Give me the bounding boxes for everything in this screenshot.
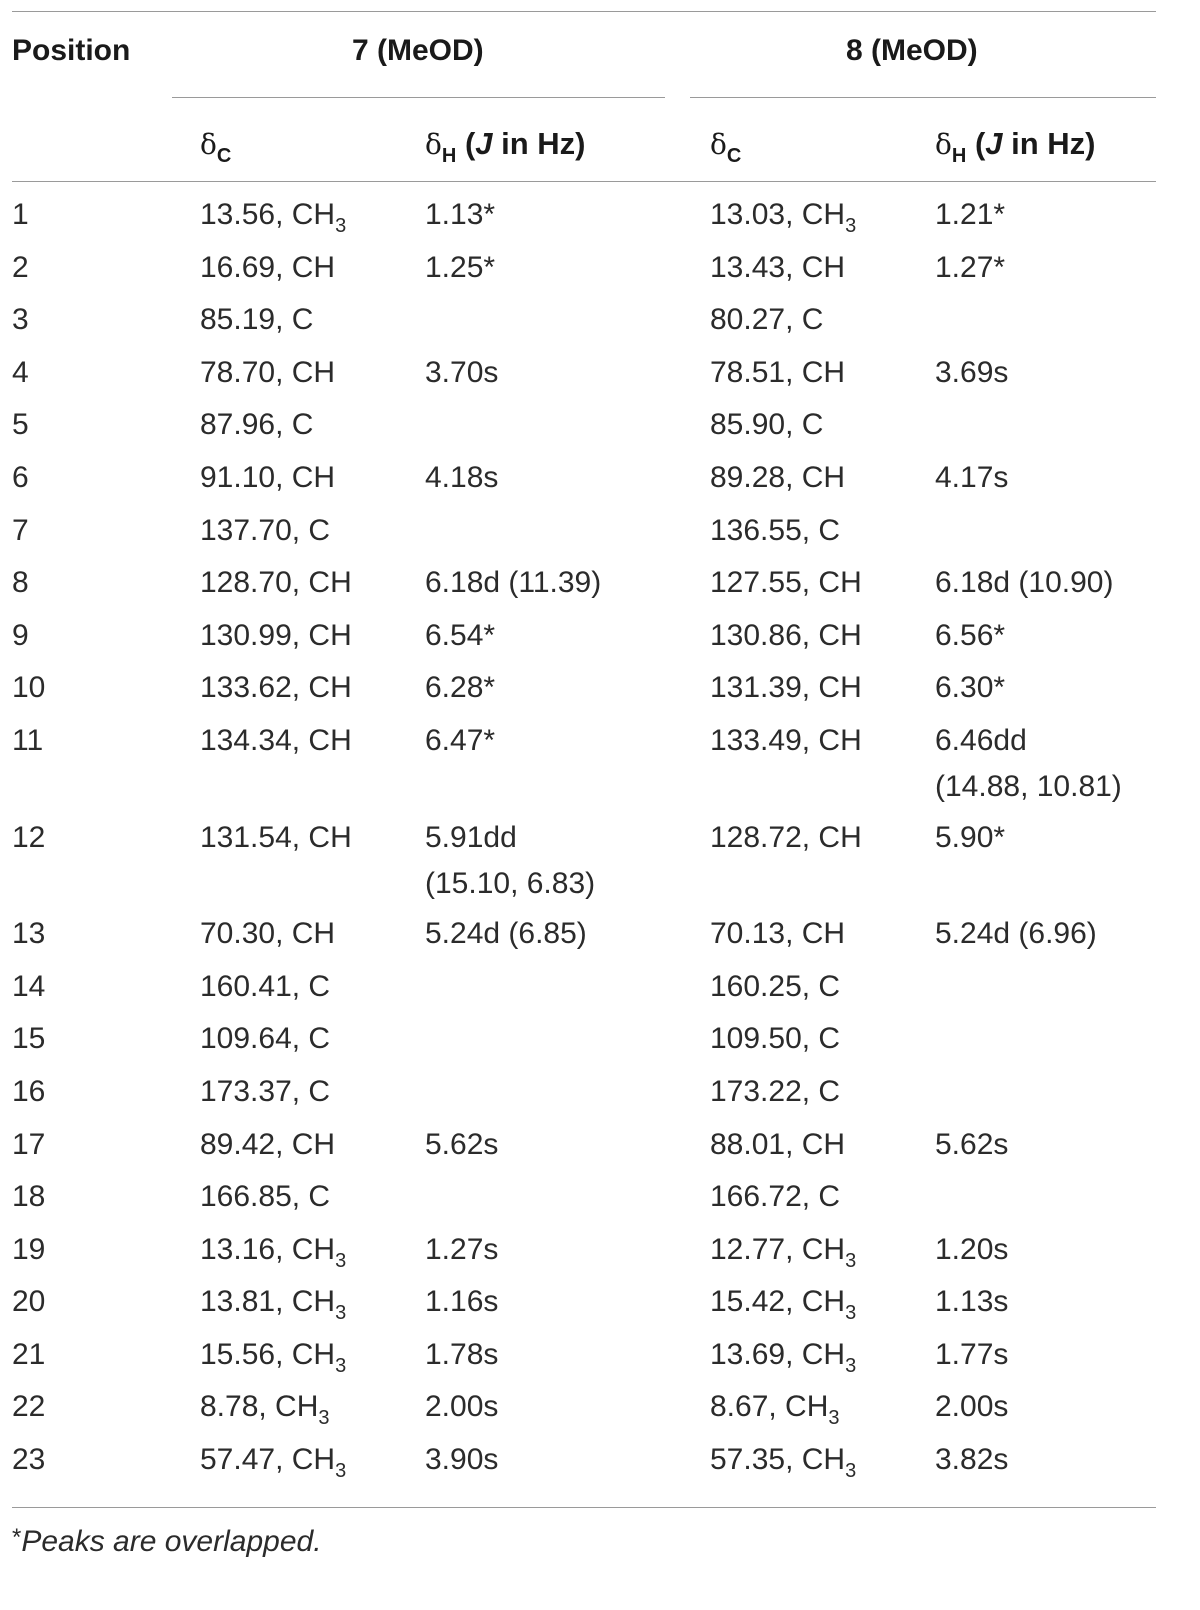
delta-c-7-cell-text: 130.99, CH xyxy=(200,618,352,652)
delta-c-8-cell-text: 133.49, CH xyxy=(710,723,862,757)
delta-h-8-cell xyxy=(935,350,1008,396)
position-cell xyxy=(12,911,45,957)
table-row xyxy=(0,192,1200,245)
delta-h-7-cell-text: 5.62s xyxy=(425,1127,499,1161)
delta-h-7-cell xyxy=(425,1122,498,1168)
delta-h-8-cell-text: 3.69s xyxy=(935,355,1009,389)
delta-c-8-cell-text: 88.01, CH xyxy=(710,1127,846,1161)
spanner-rule-7 xyxy=(172,97,665,98)
delta-c-7-cell xyxy=(200,1069,330,1115)
delta-c-7-cell xyxy=(200,508,330,554)
position-cell xyxy=(12,297,29,343)
delta-c-8-cell xyxy=(710,1174,840,1220)
delta-h-7-cell xyxy=(425,192,495,238)
paren-open: ( xyxy=(464,126,476,161)
delta-h-7-cell xyxy=(425,1227,498,1273)
delta-c-8-cell-text: 15.42, CH xyxy=(710,1285,846,1319)
delta-h-8-cell xyxy=(935,718,1122,810)
delta-h-8-cell-text: 1.20s xyxy=(935,1232,1009,1266)
delta-h-subscript: H xyxy=(951,145,967,167)
delta-h-8-cell-text: 6.18d (10.90) xyxy=(935,566,1114,600)
delta-h-7-cell-text: 3.70s xyxy=(425,355,499,389)
position-cell xyxy=(12,245,29,291)
delta-h-7-cell-line2: (15.10, 6.83) xyxy=(425,866,596,900)
delta-c-7-cell-text: 85.19, C xyxy=(200,303,314,337)
j-unit: in Hz) xyxy=(1002,126,1096,161)
position-cell-text: 2 xyxy=(12,250,29,284)
delta-h-8-cell xyxy=(935,560,1113,606)
delta-h-7-cell-text: 1.16s xyxy=(425,1285,499,1319)
delta-c-7-cell xyxy=(200,613,352,659)
delta-h-8-cell-text: 6.46dd xyxy=(935,723,1027,757)
table-row xyxy=(0,1332,1200,1385)
position-cell-text: 4 xyxy=(12,355,29,389)
delta-c-7-cell xyxy=(200,1332,346,1389)
delta-c-8-cell-text: 13.03, CH xyxy=(710,198,846,231)
position-cell xyxy=(12,508,29,554)
delta-h-7-cell xyxy=(425,455,498,501)
delta-symbol: δ xyxy=(935,128,952,161)
delta-c-7-cell-subscript: 3 xyxy=(335,215,347,237)
table-row xyxy=(0,508,1200,561)
delta-h-8-cell xyxy=(935,1122,1008,1168)
delta-c-7-cell-text: 160.41, C xyxy=(200,969,331,1003)
delta-c-7-cell-text: 133.62, CH xyxy=(200,671,352,705)
delta-h-8-cell xyxy=(935,1279,1008,1325)
delta-c-7-cell-text: 8.78, CH xyxy=(200,1390,319,1424)
delta-h-7-cell-text: 1.13* xyxy=(425,198,496,231)
delta-c-7-cell-text: 134.34, CH xyxy=(200,723,352,757)
position-cell-text: 16 xyxy=(12,1074,46,1108)
position-cell-text: 1 xyxy=(12,198,29,231)
delta-c-7-cell-text: 166.85, C xyxy=(200,1180,331,1214)
delta-c-7-cell-text: 13.56, CH xyxy=(200,198,336,231)
delta-h-8-cell xyxy=(935,455,1008,501)
delta-h-7-cell-text: 3.90s xyxy=(425,1443,499,1477)
delta-h-8-cell-text: 1.77s xyxy=(935,1337,1009,1371)
delta-c-8-cell xyxy=(710,911,845,957)
delta-h-8-cell xyxy=(935,1332,1008,1378)
position-cell xyxy=(12,1332,45,1378)
table-row xyxy=(0,245,1200,298)
delta-c-8-cell-text: 166.72, C xyxy=(710,1180,841,1214)
position-cell-text: 21 xyxy=(12,1337,46,1371)
subheader-delta-c-8 xyxy=(710,124,741,176)
delta-c-8-cell xyxy=(710,245,845,291)
delta-h-8-cell xyxy=(935,1437,1008,1483)
delta-c-8-cell-text: 130.86, CH xyxy=(710,618,862,652)
delta-c-8-cell xyxy=(710,1122,845,1168)
delta-c-7-cell xyxy=(200,911,335,957)
delta-c-8-cell-text: 80.27, C xyxy=(710,303,824,337)
delta-h-7-cell xyxy=(425,350,498,396)
delta-c-8-cell-text: 13.69, CH xyxy=(710,1337,846,1371)
delta-h-8-cell xyxy=(935,665,1005,711)
header-bottom-rule xyxy=(12,181,1156,182)
position-cell-text: 11 xyxy=(12,723,44,757)
table-row xyxy=(0,1279,1200,1332)
position-cell-text: 6 xyxy=(12,460,29,494)
table-row xyxy=(0,718,1200,815)
position-cell xyxy=(12,350,29,396)
delta-c-7-cell-text: 173.37, C xyxy=(200,1074,331,1108)
table-row xyxy=(0,1174,1200,1227)
delta-c-7-cell xyxy=(200,192,346,249)
position-cell xyxy=(12,560,29,606)
delta-h-8-cell xyxy=(935,192,1005,238)
delta-h-8-cell xyxy=(935,815,1005,861)
position-cell xyxy=(12,455,29,501)
delta-c-8-cell-text: 131.39, CH xyxy=(710,671,862,705)
position-cell-text: 5 xyxy=(12,408,29,442)
delta-c-7-cell-text: 13.81, CH xyxy=(200,1285,336,1319)
delta-c-8-cell xyxy=(710,350,845,396)
delta-h-8-cell xyxy=(935,911,1097,957)
delta-c-7-cell xyxy=(200,718,352,764)
delta-h-7-cell-text: 1.27s xyxy=(425,1232,499,1266)
delta-c-7-cell-subscript: 3 xyxy=(335,1354,347,1377)
position-cell-text: 19 xyxy=(12,1232,46,1266)
delta-h-7-cell-text: 4.18s xyxy=(425,460,499,494)
paren-open: ( xyxy=(974,126,986,161)
delta-h-8-cell-text: 6.30* xyxy=(935,671,1006,705)
delta-c-7-cell xyxy=(200,1122,335,1168)
delta-c-8-cell xyxy=(710,1437,856,1494)
position-cell xyxy=(12,1437,45,1483)
delta-h-8-cell-text: 2.00s xyxy=(935,1390,1009,1424)
table-row xyxy=(0,964,1200,1017)
delta-c-8-cell xyxy=(710,1227,856,1284)
position-cell xyxy=(12,1384,45,1430)
delta-c-8-cell xyxy=(710,815,862,861)
position-cell xyxy=(12,192,29,238)
delta-c-8-cell-subscript: 3 xyxy=(828,1407,840,1430)
position-cell-text: 18 xyxy=(12,1180,46,1214)
delta-h-7-cell-text: 5.24d (6.85) xyxy=(425,917,587,951)
delta-c-7-cell xyxy=(200,815,352,861)
delta-h-7-cell xyxy=(425,560,601,606)
delta-h-7-cell xyxy=(425,1437,498,1483)
delta-c-8-cell-text: 128.72, CH xyxy=(710,820,862,854)
position-cell xyxy=(12,402,29,448)
delta-c-7-cell-text: 91.10, CH xyxy=(200,460,336,494)
delta-c-7-cell xyxy=(200,1384,330,1441)
delta-c-7-cell xyxy=(200,1174,330,1220)
position-cell xyxy=(12,613,29,659)
delta-c-7-cell-text: 57.47, CH xyxy=(200,1443,336,1477)
delta-h-8-cell-text: 6.56* xyxy=(935,618,1006,652)
delta-c-8-cell-text: 109.50, C xyxy=(710,1022,841,1056)
delta-c-8-cell xyxy=(710,718,862,764)
position-cell xyxy=(12,1227,45,1273)
delta-h-8-cell xyxy=(935,1227,1008,1273)
delta-c-7-cell xyxy=(200,1279,346,1336)
delta-symbol: δ xyxy=(200,128,217,161)
delta-c-7-cell xyxy=(200,1437,346,1494)
table-row xyxy=(0,1122,1200,1175)
delta-c-8-cell xyxy=(710,508,840,554)
delta-c-7-cell-subscript: 3 xyxy=(335,1460,347,1483)
table-row xyxy=(0,1069,1200,1122)
delta-h-7-cell xyxy=(425,1384,498,1430)
position-cell-text: 7 xyxy=(12,513,29,547)
delta-c-8-cell-text: 12.77, CH xyxy=(710,1232,846,1266)
delta-h-7-cell xyxy=(425,718,495,764)
delta-c-7-cell-text: 15.56, CH xyxy=(200,1337,336,1371)
delta-c-7-cell-text: 128.70, CH xyxy=(200,566,352,600)
delta-symbol: δ xyxy=(425,128,442,161)
delta-h-8-cell-line2: (14.88, 10.81) xyxy=(935,769,1122,803)
delta-h-7-cell-text: 1.78s xyxy=(425,1337,499,1371)
delta-h-7-cell-text: 6.47* xyxy=(425,723,496,757)
table-row xyxy=(0,455,1200,508)
footnote-text: Peaks are overlapped. xyxy=(21,1525,322,1558)
table-body xyxy=(0,192,1200,1490)
position-cell xyxy=(12,665,45,711)
delta-h-7-cell-text: 1.25* xyxy=(425,250,496,284)
position-cell xyxy=(12,1279,45,1325)
table-row xyxy=(0,665,1200,718)
delta-c-7-cell-text: 16.69, CH xyxy=(200,250,336,284)
delta-c-7-cell-text: 109.64, C xyxy=(200,1022,331,1056)
delta-c-7-cell-text: 70.30, CH xyxy=(200,917,336,951)
delta-symbol: δ xyxy=(710,128,727,161)
delta-c-7-cell-text: 137.70, C xyxy=(200,513,331,547)
delta-c-7-cell-text: 78.70, CH xyxy=(200,355,336,389)
delta-c-7-cell-text: 89.42, CH xyxy=(200,1127,336,1161)
delta-c-7-cell xyxy=(200,560,352,606)
delta-c-8-cell xyxy=(710,1332,856,1389)
delta-c-8-cell-text: 89.28, CH xyxy=(710,460,846,494)
delta-h-7-cell-text: 5.91dd xyxy=(425,820,517,854)
table-row xyxy=(0,911,1200,964)
delta-c-8-cell-subscript: 3 xyxy=(845,1354,857,1377)
delta-c-7-cell-subscript: 3 xyxy=(335,1302,347,1325)
position-cell-text: 20 xyxy=(12,1285,46,1319)
table-row xyxy=(0,613,1200,666)
position-cell xyxy=(12,1069,45,1115)
delta-c-8-cell-subscript: 3 xyxy=(845,1460,857,1483)
delta-c-8-cell xyxy=(710,665,862,711)
delta-c-8-cell xyxy=(710,402,823,448)
spanner-rule-8 xyxy=(690,97,1156,98)
position-cell-text: 17 xyxy=(12,1127,46,1161)
delta-c-8-cell-text: 8.67, CH xyxy=(710,1390,829,1424)
footnote-star: * xyxy=(12,1524,22,1551)
subheader-delta-c-7 xyxy=(200,124,231,176)
delta-c-7-cell xyxy=(200,455,335,501)
delta-c-8-cell xyxy=(710,613,862,659)
j-unit: in Hz) xyxy=(492,126,586,161)
delta-h-8-cell-text: 4.17s xyxy=(935,460,1009,494)
delta-c-8-cell-text: 160.25, C xyxy=(710,969,841,1003)
table-row xyxy=(0,1227,1200,1280)
delta-h-subscript: H xyxy=(441,145,457,167)
delta-c-7-cell-subscript: 3 xyxy=(318,1407,330,1430)
delta-c-8-cell-subscript: 3 xyxy=(845,1302,857,1325)
subheader-delta-h-8 xyxy=(935,124,1096,176)
delta-h-7-cell-text: 6.28* xyxy=(425,671,496,705)
delta-c-8-cell-text: 78.51, CH xyxy=(710,355,846,389)
delta-c-8-cell xyxy=(710,1069,840,1115)
delta-c-7-cell xyxy=(200,964,330,1010)
delta-c-7-cell xyxy=(200,245,335,291)
delta-h-8-cell-text: 1.21* xyxy=(935,198,1006,231)
delta-h-7-cell xyxy=(425,815,595,907)
delta-c-8-cell xyxy=(710,560,862,606)
delta-c-subscript: C xyxy=(216,145,232,167)
delta-c-8-cell-text: 85.90, C xyxy=(710,408,824,442)
position-cell xyxy=(12,1016,45,1062)
table-row xyxy=(0,815,1200,912)
delta-c-7-cell-text: 131.54, CH xyxy=(200,820,352,854)
delta-c-7-cell-text: 13.16, CH xyxy=(200,1232,336,1266)
header-compound-8: 8 (MeOD) xyxy=(846,34,978,67)
delta-c-8-cell-subscript: 3 xyxy=(845,215,857,237)
delta-h-8-cell xyxy=(935,613,1005,659)
header-compound-7: 7 (MeOD) xyxy=(352,34,484,67)
delta-h-7-cell-text: 6.18d (11.39) xyxy=(425,566,602,600)
delta-h-7-cell-text: 2.00s xyxy=(425,1390,499,1424)
position-cell-text: 22 xyxy=(12,1390,46,1424)
delta-c-8-cell-text: 173.22, C xyxy=(710,1074,841,1108)
position-cell-text: 12 xyxy=(12,820,46,854)
delta-h-7-cell xyxy=(425,245,495,291)
position-cell-text: 15 xyxy=(12,1022,46,1056)
position-cell xyxy=(12,718,43,764)
top-rule xyxy=(12,11,1156,12)
delta-h-7-cell xyxy=(425,665,495,711)
delta-h-8-cell-text: 5.90* xyxy=(935,820,1006,854)
delta-c-8-cell-text: 70.13, CH xyxy=(710,917,846,951)
position-cell xyxy=(12,964,45,1010)
delta-c-8-cell xyxy=(710,297,823,343)
delta-h-8-cell-text: 5.24d (6.96) xyxy=(935,917,1097,951)
position-cell xyxy=(12,1122,45,1168)
delta-h-8-cell-text: 1.13s xyxy=(935,1285,1009,1319)
position-cell-text: 13 xyxy=(12,917,46,951)
table-row xyxy=(0,297,1200,350)
delta-c-8-cell xyxy=(710,1016,840,1062)
header-position: Position xyxy=(12,34,131,67)
delta-h-8-cell-text: 5.62s xyxy=(935,1127,1009,1161)
delta-h-7-cell-text: 6.54* xyxy=(425,618,496,652)
delta-c-8-cell xyxy=(710,1384,840,1441)
delta-c-8-cell xyxy=(710,1279,856,1336)
delta-c-8-cell-subscript: 3 xyxy=(845,1249,857,1272)
delta-h-7-cell xyxy=(425,613,495,659)
delta-c-7-cell xyxy=(200,350,335,396)
table-row xyxy=(0,1384,1200,1437)
delta-h-7-cell xyxy=(425,1332,498,1378)
position-cell-text: 8 xyxy=(12,566,29,600)
position-cell-text: 9 xyxy=(12,618,29,652)
position-cell-text: 14 xyxy=(12,969,46,1003)
delta-h-8-cell-text: 3.82s xyxy=(935,1443,1009,1477)
delta-c-8-cell-text: 13.43, CH xyxy=(710,250,846,284)
position-cell xyxy=(12,815,45,861)
table-row xyxy=(0,1437,1200,1490)
table-row xyxy=(0,402,1200,455)
delta-c-7-cell-text: 87.96, C xyxy=(200,408,314,442)
table-row xyxy=(0,560,1200,613)
delta-c-7-cell-subscript: 3 xyxy=(335,1249,347,1272)
subheader-delta-h-7 xyxy=(425,124,586,176)
delta-c-8-cell-text: 136.55, C xyxy=(710,513,841,547)
table-row xyxy=(0,1016,1200,1069)
delta-c-7-cell xyxy=(200,1016,330,1062)
delta-c-8-cell xyxy=(710,455,845,501)
position-cell xyxy=(12,1174,45,1220)
delta-c-7-cell xyxy=(200,297,313,343)
bottom-rule xyxy=(12,1507,1156,1508)
position-cell-text: 3 xyxy=(12,303,29,337)
position-cell-text: 10 xyxy=(12,671,46,705)
table-row xyxy=(0,350,1200,403)
delta-c-7-cell xyxy=(200,402,313,448)
footnote xyxy=(12,1518,322,1562)
delta-c-8-cell-text: 127.55, CH xyxy=(710,566,862,600)
delta-h-7-cell xyxy=(425,1279,498,1325)
delta-h-8-cell xyxy=(935,245,1005,291)
j-label: J xyxy=(985,126,1003,161)
delta-h-8-cell-text: 1.27* xyxy=(935,250,1006,284)
delta-c-subscript: C xyxy=(726,145,742,167)
j-label: J xyxy=(475,126,493,161)
delta-h-8-cell xyxy=(935,1384,1008,1430)
delta-h-7-cell xyxy=(425,911,587,957)
position-cell-text: 23 xyxy=(12,1443,46,1477)
delta-c-8-cell-text: 57.35, CH xyxy=(710,1443,846,1477)
delta-c-7-cell xyxy=(200,665,352,711)
delta-c-7-cell xyxy=(200,1227,346,1284)
delta-c-8-cell xyxy=(710,964,840,1010)
delta-c-8-cell xyxy=(710,192,856,249)
